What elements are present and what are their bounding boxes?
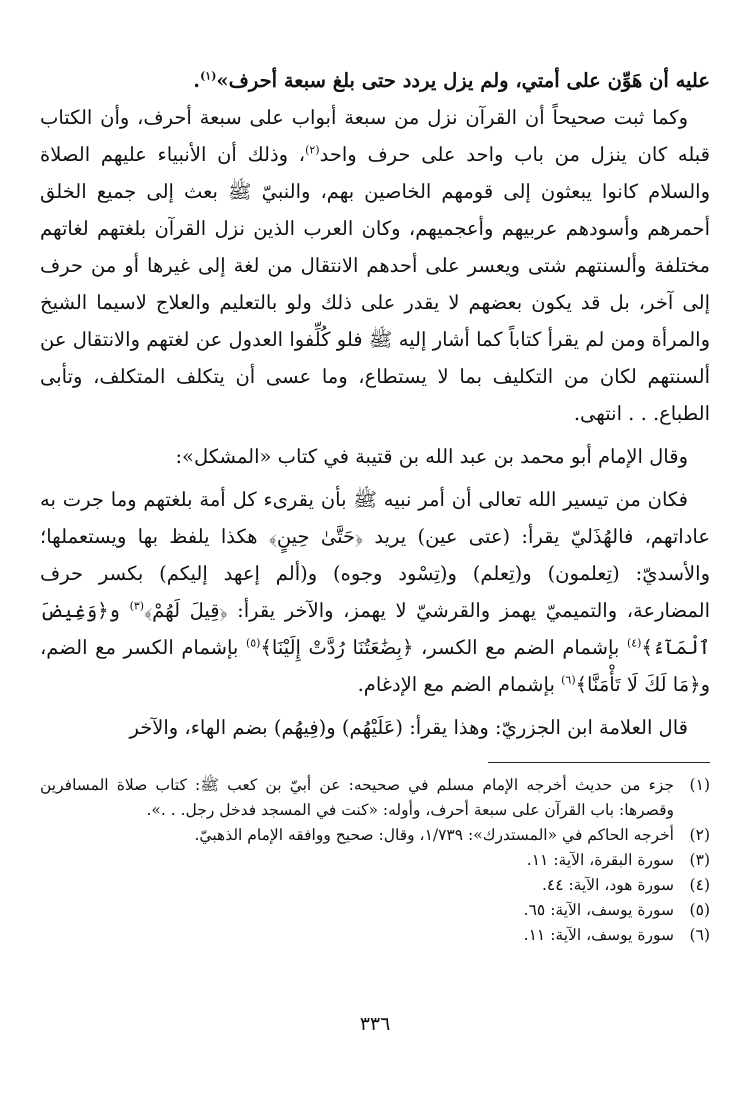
- footnote-6: [40, 923, 710, 948]
- paragraph-ibn-jazari: قال العلامة ابن الجزريّ: وهذا يقرأ: (عَلَيْهُم) و(فِيهُم) بضم الهاء، والآخر: [129, 716, 688, 739]
- footnote-number: (١): [689, 776, 710, 794]
- paragraph-seven-letters: وكما ثبت صحيحاً أن القرآن نزل من سبعة أبواب على سبعة أحرف، وأن الكتاب قبله كان ينزل من باب واحد على حرف واحد$^{(٢)}$، وذلك أن الأنبياء عليهم الصلاة والسلام كانوا يبعثون إلى قومهم الخاصين بهم، والنبيّ ﷺ بعث إلى جميع الخلق أحمرهم وأسودهم عربيهم وأعجميهم، وكان العرب الذين نزل القرآن بلغتهم لغاتهم مختلفة وألسنتهم شتى ويعسر على أحدهم الانتقال من لغة إلى غيرها أو من حرف إلى آخر، بل قد يكون بعضهم لا يقدر على ذلك ولو بالتعليم والعلاج لاسيما الشيخ والمرأة ومن لم يقرأ كتاباً كما أشار إليه ﷺ فلو كُلِّفوا العدول عن لغتهم والانتقال عن ألسنتهم لكان من التكليف بما لا يستطاع، وما عسى أن يتكلف المتكلف، وتأبى الطباع. . . انتهى.: [40, 106, 710, 425]
- footnote-number: (٢): [689, 826, 710, 844]
- footnote-divider: [488, 762, 710, 763]
- footnote-5: [40, 898, 710, 923]
- footnote-number: (٥): [689, 901, 710, 919]
- footnote-text: سورة هود، الآية: ٤٤.: [541, 876, 674, 894]
- footnote-text: جزء من حديث أخرجه الإمام مسلم في صحيحه: عن أبيّ بن كعب ﷺ: كتاب صلاة المسافرين وقصرها: باب القرآن على سبعة أحرف، وأوله: «كنت في المسجد فدخل رجل. . .».: [40, 776, 674, 819]
- paragraph-ibn-qutaiba-quote: فكان من تيسير الله تعالى أن أمر نبيه ﷺ بأن يقرىء كل أمة بلغتهم وما جرت به عاداتهم، فالهُذَليّ يقرأ: (عتى عين) يريد ﴿حَتَّىٰ حِينٍ﴾ هكذا يلفظ بها ويستعملها؛ والأسديّ: (تِعلمون) و(تِعلم) و(تِسْود وجوه) و(ألم إعهد إليكم) بكسر حرف المضارعة، والتميميّ يهمز والقرشيّ لا يهمز، والآخر يقرأ: ﴿قِيلَ لَهُمْ﴾$^{(٣)}$ و﴿وَغِيضَ ٱلْمَآءُ﴾$^{(٤)}$ بإشمام الضم مع الكسر، ﴿بِضَٰعَتُنَا رُدَّتْ إِلَيْنَا﴾$^{(٥)}$ بإشمام الكسر مع الضم، و﴿مَا لَكَ لَا تَأْمَنَّا﴾$^{(٦)}$ بإشمام الضم مع الإدغام.: [40, 488, 711, 696]
- footnote-2: [40, 823, 710, 848]
- footnote-ref-6: (٦): [561, 673, 576, 687]
- footnote-ref-3: (٣): [129, 599, 145, 613]
- page-number: ٣٣٦: [359, 1013, 391, 1035]
- footnote-text: سورة يوسف، الآية: ١١.: [523, 926, 674, 944]
- footnote-text: سورة البقرة، الآية: ١١.: [526, 851, 674, 869]
- footnotes: [40, 773, 710, 948]
- hadith-continuation: عليه أن هَوِّن على أمتي، ولم يزل يردد حتى بلغ سبعة أحرف»$^{(١)}$.: [193, 69, 710, 92]
- paragraph-ibn-qutaiba-intro: وقال الإمام أبو محمد بن عبد الله بن قتيبة في كتاب «المشكل»:: [175, 445, 688, 468]
- footnote-number: (٣): [689, 851, 710, 869]
- footnote-1: [40, 773, 710, 823]
- footnote-text: أخرجه الحاكم في «المستدرك»: ١/٧٣٩، وقال: صحيح ووافقه الإمام الذهبيّ.: [194, 826, 674, 844]
- main-text: [40, 62, 710, 746]
- footnote-3: [40, 848, 710, 873]
- footnote-ref-2: (٢): [305, 143, 320, 157]
- footnote-4: [40, 873, 710, 898]
- footnote-ref-1: (١): [200, 69, 217, 83]
- footnote-ref-4: (٤): [626, 636, 642, 650]
- footnote-text: سورة يوسف، الآية: ٦٥.: [523, 901, 674, 919]
- footnote-number: (٤): [689, 876, 710, 894]
- footnote-number: (٦): [689, 926, 710, 944]
- footnote-ref-5: (٥): [245, 636, 261, 650]
